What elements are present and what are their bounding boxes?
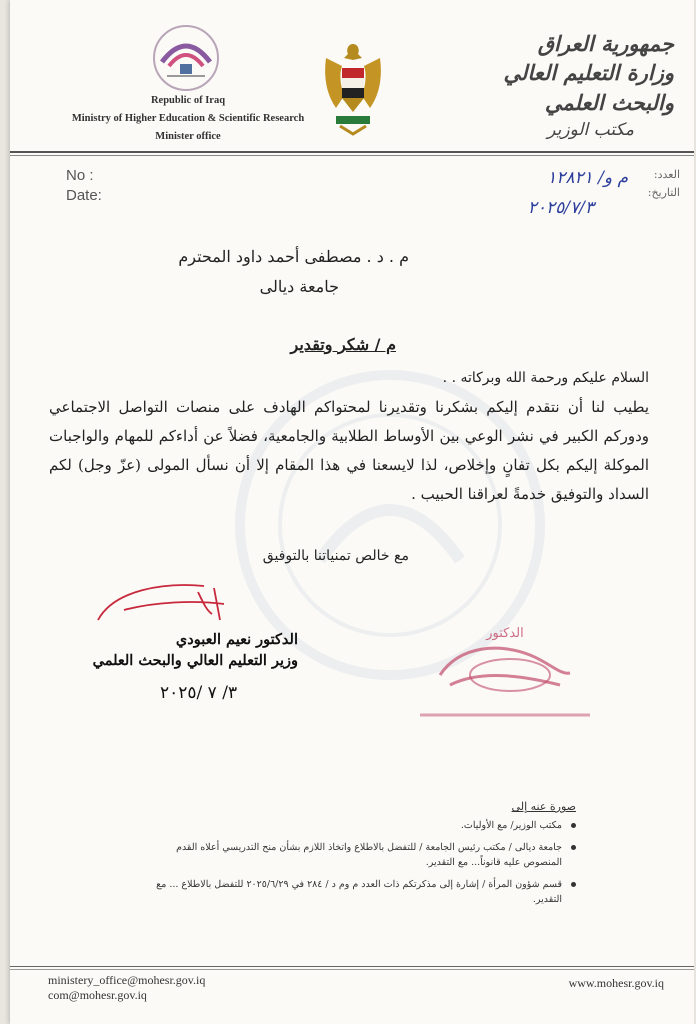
reference-labels-ar <box>648 166 680 202</box>
letter-closing: مع خالص تمنياتنا بالتوفيق <box>262 548 409 564</box>
footer-divider-thin <box>10 969 694 970</box>
svg-text:الدكتور: الدكتور <box>486 626 524 641</box>
number-label-en: No : <box>66 167 94 184</box>
signatory-title: وزير التعليم العالي والبحث العلمي <box>92 652 298 669</box>
letter-subject: م / شكر وتقدير <box>290 335 396 354</box>
letterhead-office-en: Minister office <box>155 131 221 142</box>
english-letterhead <box>58 92 318 146</box>
copy-recipient: مكتب الوزير/ مع الأوليات. <box>136 818 576 833</box>
date-label-ar: التاريخ: <box>647 186 680 199</box>
letter-body: يطيب لنا أن نتقدم إليكم بشكرنا وتقديرنا لمحتواكم الهادف على منصات التواصل الاجتماعي ودوركم الكبير في نشر الوعي بين الأوساط الطلابية والجامعية، فضلاً عن أداءكم للمهام والواجبات الموكلة إليكم بكل تفانٍ وإخلاص، لذا لايسعنا في هذا المقام إلا أن نسأل المولى (عزّ وجل) لكم السداد والتوفيق خدمةً لعراقنا الحبيب . <box>49 398 649 503</box>
footer-email-com[interactable]: com@mohesr.gov.iq <box>48 988 147 1002</box>
number-label-ar: العدد: <box>653 168 680 181</box>
copies-list <box>136 818 576 914</box>
header-divider <box>10 151 694 153</box>
copies-heading: صورة عنه إلى <box>511 800 576 813</box>
recipient-institution: جامعة ديالى <box>259 277 339 296</box>
footer-website-link[interactable]: www.mohesr.gov.iq <box>568 976 664 990</box>
letterhead-ministry-en: Ministry of Higher Education & Scientific Research <box>71 113 305 124</box>
letterhead-country-ar: جمهورية العراق <box>537 31 674 56</box>
header-divider-thin <box>10 155 694 156</box>
handwritten-reference-date: ٢٠٢٥/٧/٣ <box>527 198 594 218</box>
signatory-name: الدكتور نعيم العبودي <box>175 631 298 648</box>
signature-date: ٣/ ٧ /٢٠٢٥ <box>160 683 238 703</box>
minister-stamp <box>410 615 600 730</box>
arabic-letterhead <box>444 30 674 142</box>
ministry-logo <box>147 22 225 94</box>
iraq-emblem-eagle <box>318 38 388 138</box>
footer-divider <box>10 966 694 967</box>
letterhead-country-en: Republic of Iraq <box>150 95 226 106</box>
copy-recipient: جامعة ديالى / مكتب رئيس الجامعة / للتفضل بالاطلاع واتخاذ اللازم بشأن منح التدريسي أعلاه القدم المنصوص عليه قانوناً... مع التقدير. <box>136 840 576 870</box>
letterhead-ministry-ar: وزارة التعليم العالي والبحث العلمي <box>503 60 674 115</box>
date-label-en: Date: <box>66 187 102 204</box>
letterhead-office-ar: مكتب الوزير <box>547 120 634 140</box>
handwritten-reference-number: م و/ ١٢٨٢١ <box>547 168 628 188</box>
letter-page <box>10 0 694 1024</box>
recipient-name: م . د . مصطفى أحمد داود المحترم <box>178 247 409 266</box>
reference-labels-en <box>66 166 102 206</box>
copy-recipient: قسم شؤون المرأة / إشارة إلى مذكرتكم ذات العدد م وم د / ٢٨٤ في ٢٠٢٥/٦/٢٩ للتفضل بالاطلاع ... مع التقدير. <box>136 877 576 907</box>
letter-greeting: السلام عليكم ورحمة الله وبركاته . . <box>442 370 649 386</box>
footer-email-office[interactable]: ministery_office@mohesr.gov.iq <box>48 973 206 987</box>
